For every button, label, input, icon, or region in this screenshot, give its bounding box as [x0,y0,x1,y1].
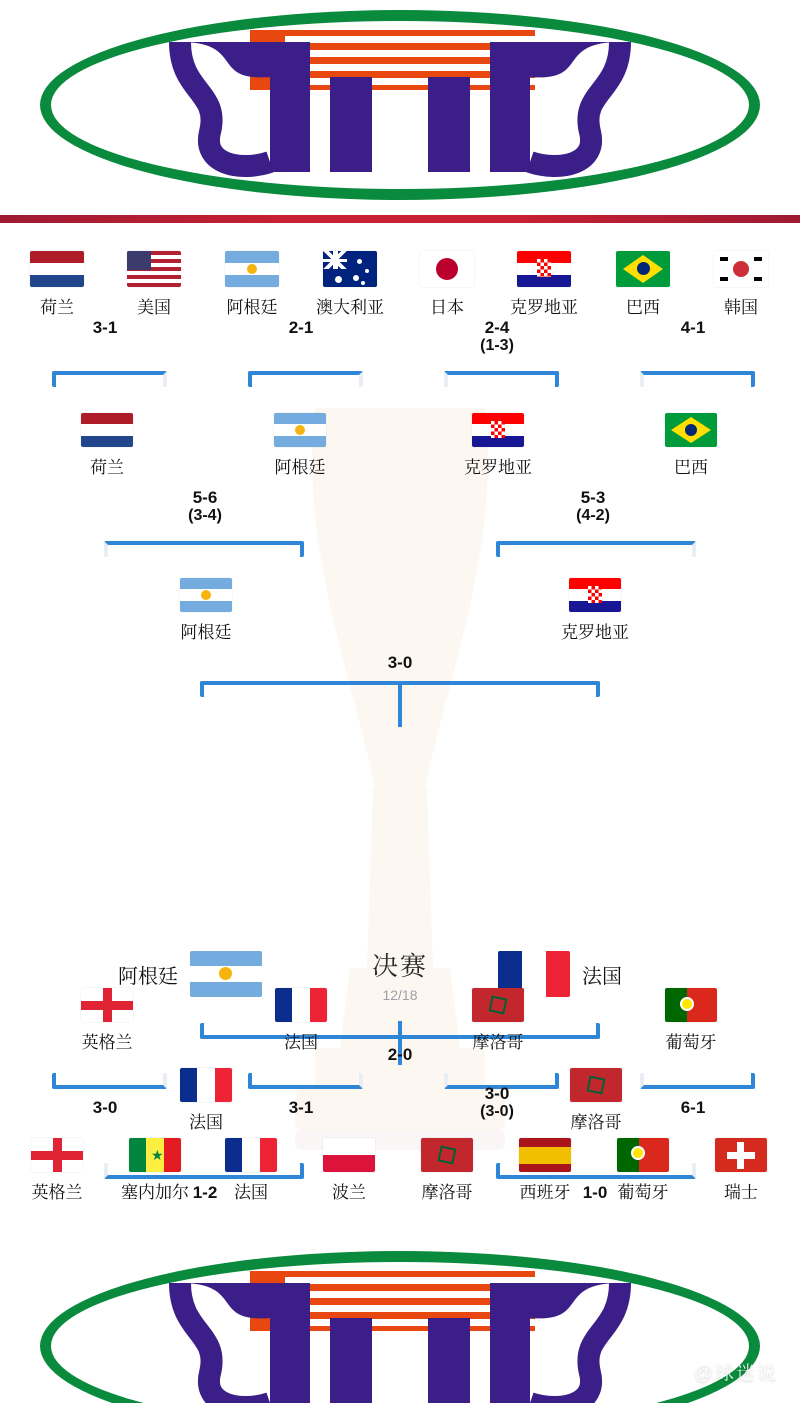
flag-us-icon [127,251,181,287]
connector-r16top-2 [444,371,559,387]
team-r16bottom-5: 西班牙 [510,1138,580,1203]
team-sftop-1: 克罗地亚 [545,578,645,643]
team-r16bottom-2: 法国 [216,1138,286,1203]
flag-pl-icon [323,1138,375,1172]
flag-sn-icon: ★ [129,1138,181,1172]
team-r16top-2: 阿根廷 [216,251,288,318]
team-sfbottom-0: 法国 [170,1068,242,1133]
score-r16bottom-1: 3-1 [288,1098,314,1117]
flag-ma-icon [472,988,524,1022]
connector-r16top-0 [52,371,167,387]
connector-r16bottom-0 [52,1073,167,1089]
connector-r16bottom-1 [248,1073,363,1089]
score-r16bottom-0: 3-0 [92,1098,118,1117]
red-separator [0,215,800,223]
flag-nl-icon [81,413,133,447]
flag-kr-icon [714,251,768,287]
team-r16top-3: 澳大利亚 [300,251,400,318]
score-r16top-3: 4-1 [680,318,706,337]
flag-ch-icon [715,1138,767,1172]
flag-nl-icon [30,251,84,287]
flag-es-icon [519,1138,571,1172]
connector-r16top-3 [640,371,755,387]
flag-england-icon [31,1138,83,1172]
footer-logo-band [0,1233,800,1403]
score-qftop-0: 5-6 (3-4) [188,488,222,525]
team-qftop-2: 克罗地亚 [448,413,548,478]
team-qfbottom-0: 英格兰 [72,988,142,1053]
flag-ar-icon [225,251,279,287]
flag-ar-icon [180,578,232,612]
team-r16top-1: 美国 [118,251,190,318]
flag-au-icon [323,251,377,287]
flag-ar-icon [274,413,326,447]
flag-ma-icon [421,1138,473,1172]
connector-r16top-1 [248,371,363,387]
team-r16bottom-4: 摩洛哥 [412,1138,482,1203]
flag-br-icon [665,413,717,447]
flag-hr-icon [472,413,524,447]
bracket-lower-section [0,988,800,1268]
team-qftop-1: 阿根廷 [264,413,336,478]
connector-qftop-0 [104,541,304,557]
team-qfbottom-3: 葡萄牙 [660,988,722,1053]
score-semifinal-top: 3-0 [387,653,413,672]
team-qftop-0: 荷兰 [72,413,142,478]
final-label: 决赛 12/18 [371,951,428,1003]
logo-artwork-icon [150,1263,650,1403]
flag-pt-icon [665,988,717,1022]
flag-hr-icon [517,251,571,287]
score-r16top-0: 3-1 [92,318,118,337]
team-qftop-3: 巴西 [660,413,722,478]
team-r16top-5: 克罗地亚 [494,251,594,318]
team-qfbottom-1: 法国 [266,988,336,1053]
final-left-team: 阿根廷 [118,951,262,997]
team-qfbottom-2: 摩洛哥 [448,988,548,1053]
connector-stem-top [398,681,402,727]
score-r16bottom-3: 6-1 [680,1098,706,1117]
header-logo-band [0,0,800,215]
team-r16top-0: 荷兰 [22,251,92,318]
final-right-team: 法国 [498,951,622,997]
team-r16bottom-6: 葡萄牙 [608,1138,678,1203]
team-r16bottom-0: 英格兰 [22,1138,92,1203]
score-r16bottom-2: 3-0 (3-0) [480,1084,514,1121]
connector-qftop-1 [496,541,696,557]
score-qftop-1: 5-3 (4-2) [576,488,610,525]
watermark-text: @球迷说 [693,1363,778,1384]
score-semifinal-bottom: 2-0 [387,1045,413,1064]
team-sftop-0: 阿根廷 [170,578,242,643]
flag-fr-icon [225,1138,277,1172]
flag-br-icon [616,251,670,287]
flag-hr-icon [569,578,621,612]
flag-fr-icon [275,988,327,1022]
team-r16bottom-3: 波兰 [314,1138,384,1203]
score-qfbottom-0: 1-2 [192,1183,218,1202]
connector-r16bottom-3 [640,1073,755,1089]
flag-pt-icon [617,1138,669,1172]
score-r16top-1: 2-1 [288,318,314,337]
team-r16top-7: 韩国 [710,251,772,318]
team-r16top-6: 巴西 [612,251,674,318]
score-r16top-2: 2-4 (1-3) [480,318,514,355]
flag-jp-icon [420,251,474,287]
score-qfbottom-1: 1-0 [582,1183,608,1202]
logo-artwork-icon [150,22,650,182]
team-sfbottom-1: 摩洛哥 [560,1068,632,1133]
team-r16bottom-1: ★ 塞内加尔 [105,1138,205,1203]
team-r16top-4: 日本 [412,251,482,318]
flag-england-icon [81,988,133,1022]
team-r16bottom-7: 瑞士 [706,1138,776,1203]
